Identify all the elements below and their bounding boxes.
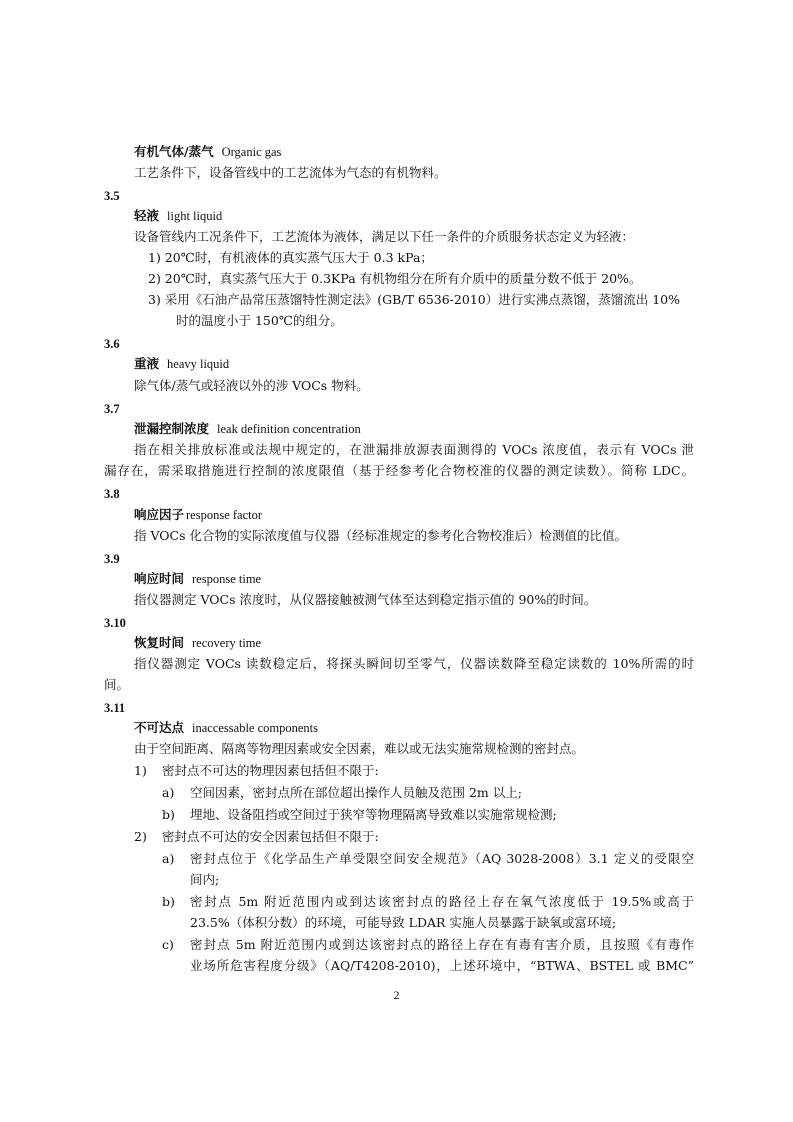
term-light-liquid: 轻液 light liquid [134,208,223,223]
list-item: 空间因素，密封点所在部位超出操作人员触及范围 2m 以上; [190,785,522,800]
term-response-time: 响应时间 response time [134,571,262,586]
def-recovery-time-line-1: 指仪器测定 VOCs 读数稳定后，将探头瞬间切至零气，仪器读数降至稳定读数的 10%所需的时 [134,656,694,671]
term-heavy-liquid: 重液 heavy liquid [134,356,230,371]
list-marker: 2) [134,829,147,844]
def-organic-gas: 工艺条件下，设备管线中的工艺流体为气态的有机物料。 [134,165,447,180]
def-ldc-line-1: 指在相关排放标准或法规中规定的，在泄漏排放源表面测得的 VOCs 浓度值，表示有 VOCs 泄 [134,442,694,457]
term-inaccessible-components: 不可达点 inaccessable components [134,720,319,735]
clause-number-3-6: 3.6 [104,337,120,351]
def-recovery-time-line-2: 间。 [104,677,130,692]
list-item: 埋地、设备阻挡或空间过于狭窄等物理隔离导致难以实施常规检测; [190,807,557,822]
def-response-time: 指仪器测定 VOCs 浓度时，从仪器接触被测气体至达到稳定指示值的 90%的时间。 [134,592,597,607]
list-item: 密封点 5m 附近范围内或到达该密封点的路径上存在氧气浓度低于 19.5%或高于 [190,894,694,909]
term-organic-gas: 有机气体/蒸气 Organic gas [134,144,282,159]
list-item-continuation: 业场所危害程度分级》（AQ/T4208-2010)，上述环境中，“BTWA、BSTEL 或 BMC” [190,958,694,973]
def-light-liquid: 设备管线内工况条件下，工艺流体为液体，满足以下任一条件的介质服务状态定义为轻液： [134,229,635,244]
def-ldc-line-2: 漏存在，需采取措施进行控制的浓度限值（基于经参考化合物校准的仪器的测定读数）。简称 LDC。 [104,463,694,478]
list-item: 密封点 5m 附近范围内或到达该密封点的路径上存在有毒有害介质，且按照《有毒作 [190,937,694,952]
term-recovery-time: 恢复时间 recovery time [134,635,262,650]
def-inaccessible-components: 由于空间距离、隔离等物理因素或安全因素，难以或无法实施常规检测的密封点。 [134,741,585,756]
clause-number-3-10: 3.10 [104,616,126,630]
clause-number-3-11: 3.11 [104,701,126,715]
page-number: 2 [393,988,400,1002]
clause-number-3-5: 3.5 [104,189,120,203]
list-marker: b) [162,894,175,909]
list-marker: 1) [134,763,147,778]
clause-number-3-9: 3.9 [104,552,120,566]
list-item-continuation: 23.5%（体积分数）的环境，可能导致 LDAR 实施人员暴露于缺氧或富环境; [190,915,617,930]
list-marker: b) [162,807,175,822]
list-marker: a) [162,785,175,800]
list-item: 密封点不可达的物理因素包括但不限于: [162,763,379,778]
list-item: 3) 采用《石油产品常压蒸馏特性测定法》(GB/T 6536-2010）进行实沸点蒸馏，蒸馏流出 10% [148,292,680,307]
def-heavy-liquid: 除气体/蒸气或轻液以外的涉 VOCs 物料。 [134,378,369,393]
list-item: 密封点位于《化学品生产单受限空间安全规范》（AQ 3028-2008）3.1 定义的受限空 [190,851,694,866]
list-marker: c) [162,937,174,952]
list-item-continuation: 间内; [190,872,220,887]
list-item: 1) 20℃时，有机液体的真实蒸气压大于 0.3 kPa； [148,250,433,265]
list-item: 2) 20℃时，真实蒸气压大于 0.3KPa 有机物组分在所有介质中的质量分数不低于 20%。 [148,271,642,286]
term-response-factor: 响应因子 response factor [134,507,263,522]
term-leak-definition-concentration: 泄漏控制浓度 leak definition concentration [134,421,361,436]
clause-number-3-7: 3.7 [104,402,120,416]
clause-number-3-8: 3.8 [104,487,120,501]
list-item-continuation: 时的温度小于 150℃的组分。 [176,313,343,328]
def-response-factor: 指 VOCs 化合物的实际浓度值与仪器（经标准规定的参考化合物校准后）检测值的比值。 [134,528,627,543]
list-item: 密封点不可达的安全因素包括但不限于: [162,829,379,844]
list-marker: a) [162,851,175,866]
